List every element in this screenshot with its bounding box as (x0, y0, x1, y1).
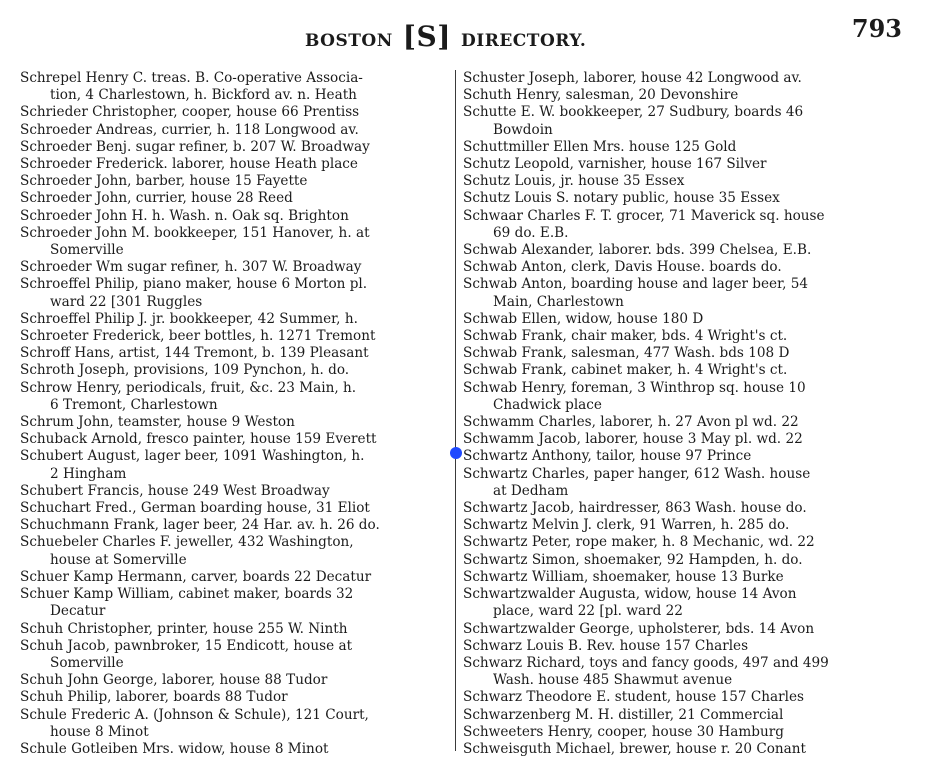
directory-entry (463, 362, 913, 379)
directory-entry (20, 414, 450, 431)
directory-entry (20, 225, 450, 259)
entry-line: Schule Gotleiben Mrs. widow, house 8 Minot (20, 740, 329, 757)
directory-entry (20, 638, 450, 672)
entry-line: Schutte E. W. bookkeeper, 27 Sudbury, boards 46 (463, 104, 804, 121)
entry-continuation: at Dedham (493, 482, 569, 499)
directory-entry (20, 534, 450, 568)
entry-line: Schwartz Jacob, hairdresser, 863 Wash. house do. (463, 500, 807, 517)
directory-entry (20, 104, 450, 121)
directory-entry (463, 87, 913, 104)
entry-line: Schroeder John, barber, house 15 Fayette (20, 173, 308, 190)
entry-line: Schuebeler Charles F. jeweller, 432 Washington, (20, 534, 354, 551)
entry-line: Schuh Christopher, printer, house 255 W. Ninth (20, 620, 348, 637)
entry-line: Schuth Henry, salesman, 20 Devonshire (463, 87, 739, 104)
entry-line: Schwab Frank, chair maker, bds. 4 Wright's ct. (463, 328, 788, 345)
directory-entry (20, 517, 450, 534)
entry-line: Schwarz Louis B. Rev. house 157 Charles (463, 637, 749, 654)
directory-entry (463, 638, 913, 655)
entry-line: Schrum John, teamster, house 9 Weston (20, 414, 295, 431)
directory-entry (463, 259, 913, 276)
entry-continuation: Decatur (50, 603, 106, 620)
entry-line: Schrieder Christopher, cooper, house 66 Prentiss (20, 104, 360, 121)
entry-continuation: Somerville (50, 654, 124, 671)
entry-line: Schroeder Andreas, currier, h. 118 Longwood av. (20, 121, 359, 138)
entry-line: Schubert August, lager beer, 1091 Washington, h. (20, 448, 365, 465)
entry-line: Schwaar Charles F. T. grocer, 71 Maverick sq. house (463, 207, 825, 224)
entry-line: Schwab Frank, salesman, 477 Wash. bds 108 D (463, 345, 790, 362)
entry-line: Schwamm Charles, laborer, h. 27 Avon pl wd. 22 (463, 414, 799, 431)
entry-line: Schroeder John H. h. Wash. n. Oak sq. Brighton (20, 207, 349, 224)
entry-line: Schubert Francis, house 249 West Broadway (20, 482, 330, 499)
column-divider (455, 70, 456, 751)
directory-entry (463, 380, 913, 414)
entry-continuation: 2 Hingham (50, 465, 127, 482)
entry-continuation: 6 Tremont, Charlestown (50, 396, 218, 413)
entry-line: Schwarzenberg M. H. distiller, 21 Commercial (463, 706, 784, 723)
directory-entry (20, 586, 450, 620)
directory-entry (463, 208, 913, 242)
entry-line: Schwab Frank, cabinet maker, h. 4 Wright's ct. (463, 362, 788, 379)
directory-entry (20, 70, 450, 104)
directory-entry (20, 345, 450, 362)
directory-entry (463, 139, 913, 156)
entry-line: Schroeffel Philip, piano maker, house 6 Morton pl. (20, 276, 368, 293)
directory-entry (463, 173, 913, 190)
directory-entry (463, 414, 913, 431)
entry-line: Schuh Philip, laborer, boards 88 Tudor (20, 689, 288, 706)
title-left-word: BOSTON (305, 31, 393, 51)
directory-entry (20, 741, 450, 758)
entry-line: Schutz Leopold, varnisher, house 167 Silver (463, 156, 767, 173)
entry-continuation: Somerville (50, 242, 124, 259)
directory-entry (20, 483, 450, 500)
directory-entry (463, 70, 913, 87)
directory-entry (463, 655, 913, 689)
entry-line: Schule Frederic A. (Johnson & Schule), 121 Court, (20, 706, 369, 723)
entry-line: Schutz Louis, jr. house 35 Essex (463, 173, 685, 190)
entry-line: Schwarz Richard, toys and fancy goods, 497 and 499 (463, 654, 829, 671)
right-column (463, 70, 913, 758)
entry-line: Schroeter Frederick, beer bottles, h. 1271 Tremont (20, 328, 376, 345)
entry-line: Schuh Jacob, pawnbroker, 15 Endicott, house at (20, 637, 353, 654)
directory-entry (20, 569, 450, 586)
entry-line: Schrepel Henry C. treas. B. Co-operative Associa- (20, 70, 363, 86)
entry-line: Schwartz Simon, shoemaker, 92 Hampden, h. do. (463, 551, 803, 568)
directory-entry (20, 621, 450, 638)
entry-line: Schutz Louis S. notary public, house 35 Essex (463, 190, 780, 207)
directory-entry (20, 173, 450, 190)
directory-entry (20, 259, 450, 276)
entry-continuation: Main, Charlestown (493, 293, 624, 310)
entry-continuation: 69 do. E.B. (493, 224, 569, 241)
entry-line: Schuback Arnold, fresco painter, house 159 Everett (20, 431, 377, 448)
section-letter: [S] (402, 20, 451, 53)
directory-entry (20, 208, 450, 225)
entry-line: Schwartzwalder Augusta, widow, house 14 Avon (463, 586, 797, 603)
directory-entry (20, 328, 450, 345)
entry-line: Schroth Joseph, provisions, 109 Pynchon, h. do. (20, 362, 350, 379)
directory-entry (463, 500, 913, 517)
directory-entry (463, 190, 913, 207)
entry-line: Schuttmiller Ellen Mrs. house 125 Gold (463, 138, 737, 155)
entry-line: Schuer Kamp William, cabinet maker, boards 32 (20, 586, 354, 603)
entry-line: Schwarz Theodore E. student, house 157 Charles (463, 689, 804, 706)
directory-entry (20, 380, 450, 414)
entry-line: Schuchart Fred., German boarding house, 31 Eliot (20, 500, 370, 517)
entry-line: Schwartz Peter, rope maker, h. 8 Mechanic, wd. 22 (463, 534, 815, 551)
entry-line: Schuchmann Frank, lager beer, 24 Har. av. h. 26 do. (20, 517, 380, 534)
entry-continuation: place, ward 22 [pl. ward 22 (493, 603, 683, 620)
directory-entry (20, 276, 450, 310)
directory-entry (20, 689, 450, 706)
directory-entry (20, 707, 450, 741)
directory-entry (463, 345, 913, 362)
directory-entry (463, 431, 913, 448)
cursor-marker (450, 447, 462, 459)
entry-line: Schwartz William, shoemaker, house 13 Burke (463, 568, 784, 585)
directory-entry (463, 517, 913, 534)
entry-continuation: ward 22 [301 Ruggles (50, 293, 203, 310)
title-right-word: DIRECTORY. (461, 31, 587, 51)
entry-line: Schroeder John, currier, house 28 Reed (20, 190, 293, 207)
entry-line: Schwartz Melvin J. clerk, 91 Warren, h. 285 do. (463, 517, 790, 534)
page-header (0, 12, 938, 52)
entry-line: Schroeder John M. bookkeeper, 151 Hanover, h. at (20, 224, 370, 241)
directory-entry (20, 431, 450, 448)
directory-entry (463, 707, 913, 724)
directory-entry (20, 448, 450, 482)
entry-line: Schwamm Jacob, laborer, house 3 May pl. wd. 22 (463, 431, 803, 448)
directory-entry (20, 500, 450, 517)
entry-line: Schwab Ellen, widow, house 180 D (463, 310, 704, 327)
directory-entry (463, 466, 913, 500)
directory-entry (463, 156, 913, 173)
directory-entry (463, 276, 913, 310)
directory-entry (463, 724, 913, 741)
entry-continuation: Wash. house 485 Shawmut avenue (493, 672, 733, 689)
directory-entry (463, 242, 913, 259)
entry-line: Schuer Kamp Hermann, carver, boards 22 Decatur (20, 568, 372, 585)
directory-entry (463, 104, 913, 138)
running-title (305, 20, 586, 53)
entry-continuation: Bowdoin (493, 121, 553, 138)
directory-entry (463, 448, 913, 465)
entry-line: Schuh John George, laborer, house 88 Tudor (20, 672, 328, 689)
entry-line: Schroff Hans, artist, 144 Tremont, b. 139 Pleasant (20, 345, 369, 362)
entry-line: Schroeder Benj. sugar refiner, b. 207 W. Broadway (20, 138, 370, 155)
entry-line: Schwab Anton, boarding house and lager beer, 54 (463, 276, 809, 293)
directory-entry (463, 311, 913, 328)
entry-continuation: tion, 4 Charlestown, h. Bickford av. n. Heath (50, 87, 357, 104)
entry-line: Schweisguth Michael, brewer, house r. 20 Conant (463, 740, 806, 757)
directory-entry (20, 122, 450, 139)
entry-line: Schwab Alexander, laborer. bds. 399 Chelsea, E.B. (463, 242, 812, 259)
directory-entry (20, 362, 450, 379)
directory-entry (463, 621, 913, 638)
directory-entry (463, 534, 913, 551)
entry-line: Schwartz Anthony, tailor, house 97 Prince (463, 448, 752, 465)
directory-entry (463, 569, 913, 586)
entry-continuation: house 8 Minot (50, 723, 149, 740)
entry-line: Schwab Henry, foreman, 3 Winthrop sq. house 10 (463, 379, 806, 396)
directory-entry (20, 190, 450, 207)
page-number: 793 (851, 14, 902, 43)
entry-line: Schroeder Frederick. laborer, house Heath place (20, 156, 358, 173)
entry-continuation: house at Somerville (50, 551, 187, 568)
left-column (20, 70, 450, 758)
directory-entry (463, 741, 913, 758)
directory-entry (463, 586, 913, 620)
directory-entry (463, 689, 913, 706)
entry-line: Schroeder Wm sugar refiner, h. 307 W. Broadway (20, 259, 362, 276)
entry-line: Schrow Henry, periodicals, fruit, &c. 23 Main, h. (20, 379, 357, 396)
directory-entry (463, 552, 913, 569)
entry-line: Schwartz Charles, paper hanger, 612 Wash. house (463, 465, 811, 482)
entry-line: Schuster Joseph, laborer, house 42 Longwood av. (463, 70, 802, 86)
entry-line: Schroeffel Philip J. jr. bookkeeper, 42 Summer, h. (20, 310, 358, 327)
entry-line: Schweeters Henry, cooper, house 30 Hamburg (463, 723, 784, 740)
directory-entry (20, 156, 450, 173)
directory-entry (463, 328, 913, 345)
directory-entry (20, 672, 450, 689)
entry-line: Schwab Anton, clerk, Davis House. boards do. (463, 259, 782, 276)
entry-continuation: Chadwick place (493, 396, 602, 413)
entry-line: Schwartzwalder George, upholsterer, bds. 14 Avon (463, 620, 815, 637)
directory-entry (20, 139, 450, 156)
directory-entry (20, 311, 450, 328)
